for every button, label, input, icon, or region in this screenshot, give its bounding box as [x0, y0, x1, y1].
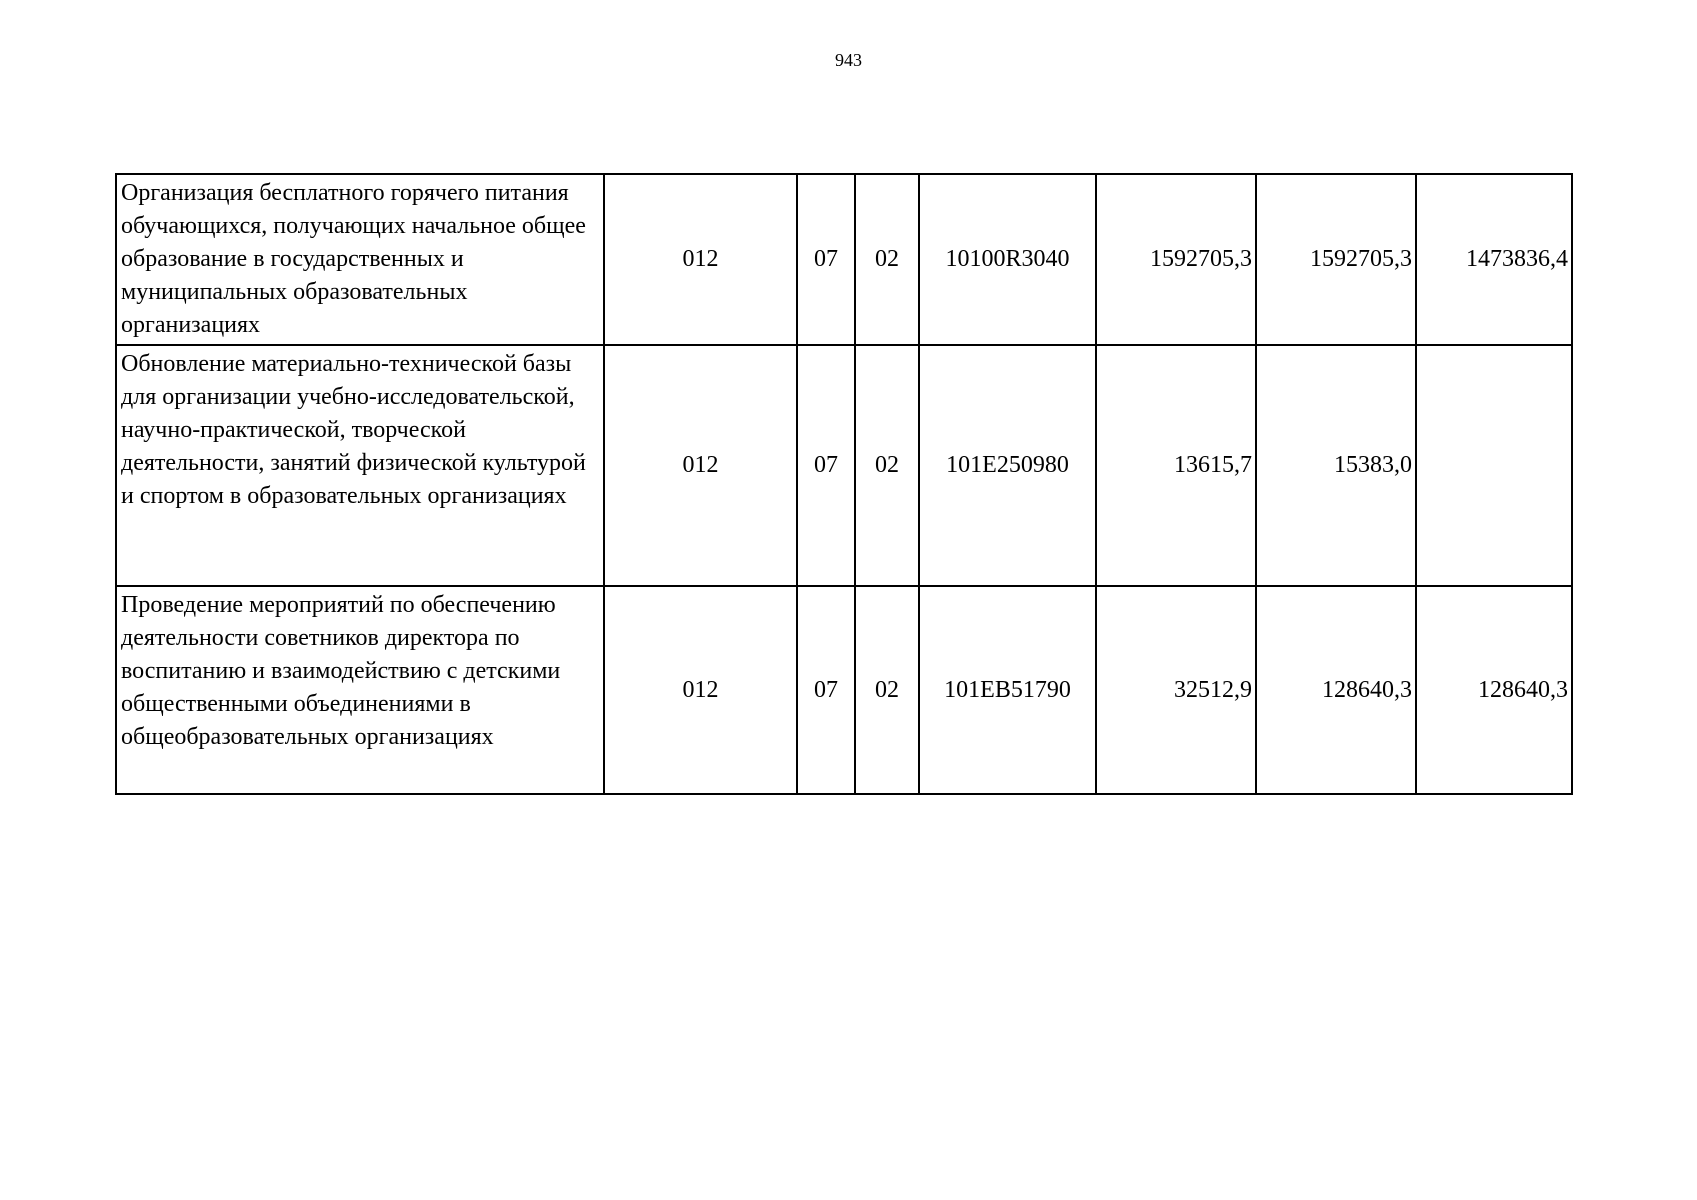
row-description: Организация бесплатного горячего питания обучающихся, получающих начальное общее образование в государственных и муниципальных образовательных организациях	[116, 174, 604, 345]
table-row	[116, 586, 1572, 794]
amount-2: 15383,0	[1256, 345, 1416, 586]
amount-1: 1592705,3	[1096, 174, 1256, 345]
target-article-code: 101E250980	[919, 345, 1096, 586]
page-number: 943	[835, 50, 862, 70]
subsection-code: 02	[855, 174, 919, 345]
row-description: Проведение мероприятий по обеспечению деятельности советников директора по воспитанию и взаимодействию с детскими общественными объединениями в общеобразовательных организациях	[116, 586, 604, 794]
amount-1: 32512,9	[1096, 586, 1256, 794]
target-article-code: 101EB51790	[919, 586, 1096, 794]
amount-3	[1416, 345, 1572, 586]
section-code: 07	[797, 586, 855, 794]
amount-3: 1473836,4	[1416, 174, 1572, 345]
subsection-code: 02	[855, 586, 919, 794]
section-code: 07	[797, 174, 855, 345]
ministry-code: 012	[604, 586, 797, 794]
section-code: 07	[797, 345, 855, 586]
ministry-code: 012	[604, 174, 797, 345]
amount-2: 1592705,3	[1256, 174, 1416, 345]
target-article-code: 10100R3040	[919, 174, 1096, 345]
subsection-code: 02	[855, 345, 919, 586]
amount-2: 128640,3	[1256, 586, 1416, 794]
row-description: Обновление материально-технической базы для организации учебно-исследовательской, научно-практической, творческой деятельности, занятий физической культурой и спортом в образовательных организациях	[116, 345, 604, 586]
amount-1: 13615,7	[1096, 345, 1256, 586]
budget-table	[115, 173, 1573, 795]
amount-3: 128640,3	[1416, 586, 1572, 794]
table-row	[116, 174, 1572, 345]
table-row	[116, 345, 1572, 586]
ministry-code: 012	[604, 345, 797, 586]
